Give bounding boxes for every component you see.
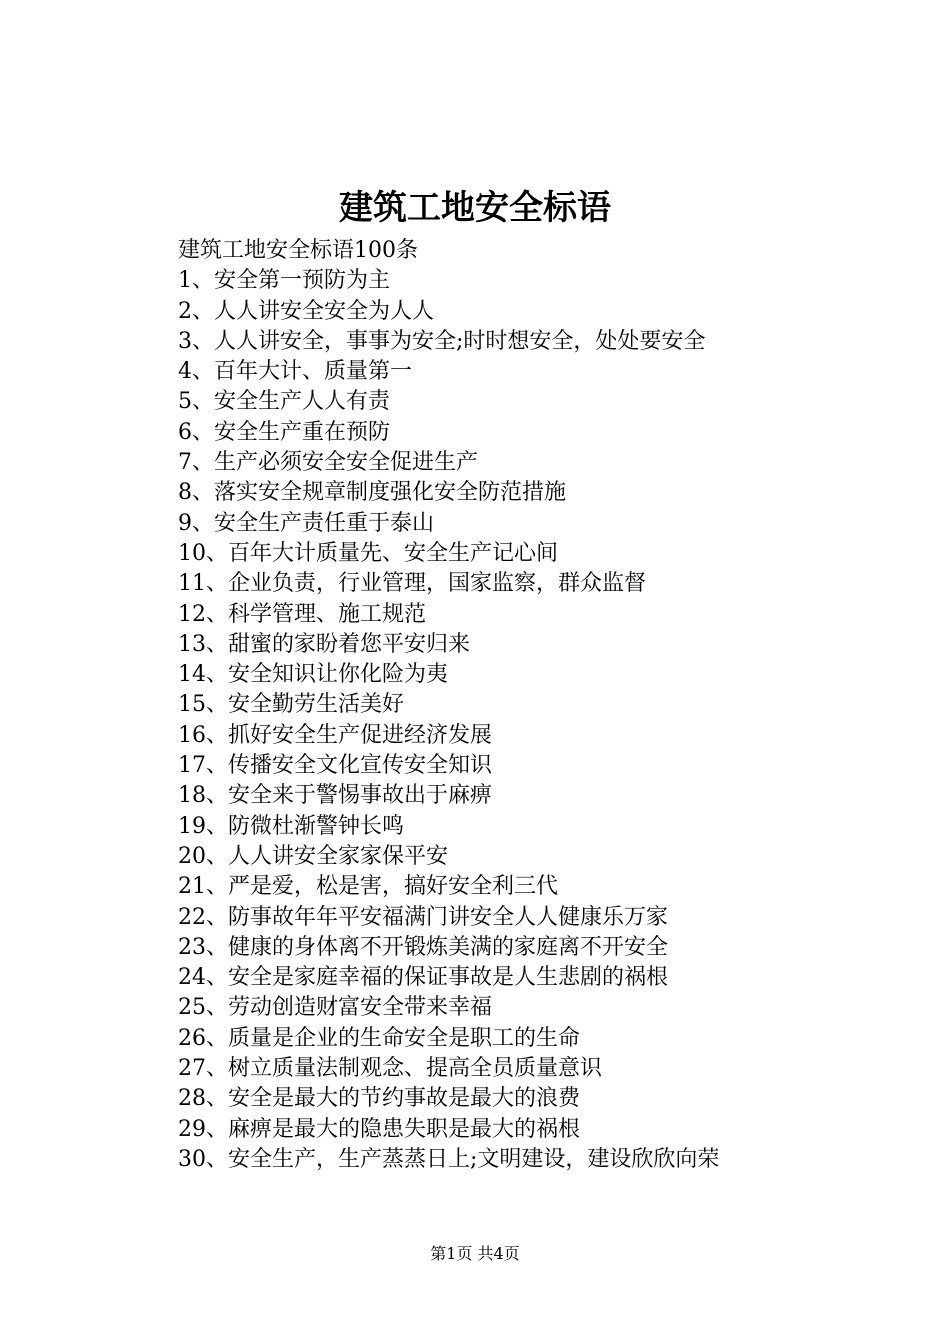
slogan-item: 1、安全第一预防为主 (178, 268, 390, 294)
slogan-item: 23、健康的身体离不开锻炼美满的家庭离不开安全 (178, 934, 668, 960)
slogan-item: 27、树立质量法制观念、提高全员质量意识 (178, 1056, 602, 1082)
document-title: 建筑工地安全标语 (339, 188, 611, 228)
slogan-item: 18、安全来于警惕事故出于麻痹 (178, 783, 492, 809)
slogan-item: 22、防事故年年平安福满门讲安全人人健康乐万家 (178, 904, 668, 930)
slogan-item: 15、安全勤劳生活美好 (178, 692, 404, 718)
slogan-item: 12、科学管理、施工规范 (178, 601, 426, 627)
slogan-item: 25、劳动创造财富安全带来幸福 (178, 995, 492, 1021)
slogan-item: 28、安全是最大的节约事故是最大的浪费 (178, 1086, 580, 1112)
slogan-item: 8、落实安全规章制度强化安全防范措施 (178, 480, 566, 506)
document-body (178, 236, 878, 1175)
slogan-item: 29、麻痹是最大的隐患失职是最大的祸根 (178, 1116, 580, 1142)
slogan-item: 30、安全生产，生产蒸蒸日上;文明建设，建设欣欣向荣 (178, 1146, 720, 1172)
slogan-item: 9、安全生产责任重于泰山 (178, 510, 434, 536)
slogan-item: 5、安全生产人人有责 (178, 389, 390, 415)
slogan-item: 24、安全是家庭幸福的保证事故是人生悲剧的祸根 (178, 965, 668, 991)
slogan-item: 14、安全知识让你化险为夷 (178, 662, 448, 688)
slogan-item: 13、甜蜜的家盼着您平安归来 (178, 631, 470, 657)
slogan-item: 21、严是爱，松是害，搞好安全利三代 (178, 874, 558, 900)
slogan-item: 10、百年大计质量先、安全生产记心间 (178, 540, 558, 566)
slogan-item: 20、人人讲安全家家保平安 (178, 843, 448, 869)
slogan-item: 7、生产必须安全安全促进生产 (178, 450, 478, 476)
slogan-item: 4、百年大计、质量第一 (178, 359, 412, 385)
slogan-item: 19、防微杜渐警钟长鸣 (178, 813, 404, 839)
slogan-list (178, 266, 878, 1175)
slogan-item: 17、传播安全文化宣传安全知识 (178, 753, 492, 779)
document-subtitle: 建筑工地安全标语100条 (178, 238, 418, 263)
slogan-item: 26、质量是企业的生命安全是职工的生命 (178, 1025, 580, 1051)
slogan-item: 2、人人讲安全安全为人人 (178, 298, 434, 324)
slogan-item: 6、安全生产重在预防 (178, 419, 390, 445)
slogan-item: 11、企业负责，行业管理，国家监察，群众监督 (178, 571, 646, 597)
page-number: 第1页 共4页 (430, 1244, 520, 1263)
slogan-item: 3、人人讲安全，事事为安全;时时想安全，处处要安全 (178, 328, 706, 354)
slogan-item: 16、抓好安全生产促进经济发展 (178, 722, 492, 748)
